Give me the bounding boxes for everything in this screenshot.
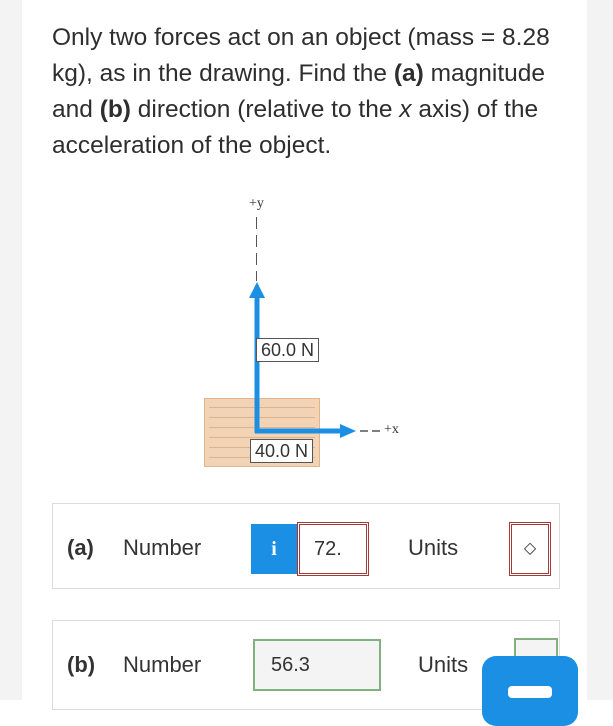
x-axis-label: +x bbox=[384, 422, 399, 437]
answer-row-a bbox=[52, 503, 560, 589]
menu-bar-icon bbox=[508, 686, 552, 698]
question-intro: Only two forces act on an object (mass = 8.28 kg), as in the drawing. Find the bbox=[52, 24, 550, 87]
number-input-b[interactable]: 56.3 bbox=[253, 639, 381, 691]
question-x-variable: x bbox=[399, 96, 412, 123]
info-icon[interactable]: i bbox=[251, 524, 297, 574]
question-mid-2: direction (relative to the bbox=[130, 96, 400, 123]
force-right-arrowhead bbox=[340, 424, 356, 438]
question-part-a-tag: (a) bbox=[393, 60, 424, 87]
force-right-label: 40.0 N bbox=[250, 439, 313, 463]
y-axis-label: +y bbox=[249, 196, 264, 211]
number-label-b: Number bbox=[123, 652, 202, 677]
units-label-a: Units bbox=[408, 535, 459, 560]
number-input-a[interactable]: 72. bbox=[297, 522, 369, 576]
number-label-a: Number bbox=[123, 535, 202, 560]
units-select-a[interactable] bbox=[509, 522, 551, 576]
floating-action-button[interactable] bbox=[482, 656, 578, 726]
left-frame bbox=[0, 0, 22, 700]
chevron-updown-icon: ◇ bbox=[523, 540, 537, 557]
question-end: axis) of the acceleration of the object. bbox=[52, 96, 539, 159]
question-mid-1: magnitude and bbox=[52, 60, 546, 123]
units-label-b: Units bbox=[418, 652, 469, 677]
question-text bbox=[52, 20, 572, 164]
right-frame bbox=[587, 0, 613, 700]
part-a-label: (a) bbox=[67, 535, 94, 560]
force-up-label: 60.0 N bbox=[256, 338, 319, 362]
force-up-arrowhead bbox=[249, 282, 265, 298]
question-part-b-tag: (b) bbox=[99, 96, 131, 123]
force-diagram bbox=[190, 190, 430, 480]
part-b-label: (b) bbox=[67, 652, 96, 677]
